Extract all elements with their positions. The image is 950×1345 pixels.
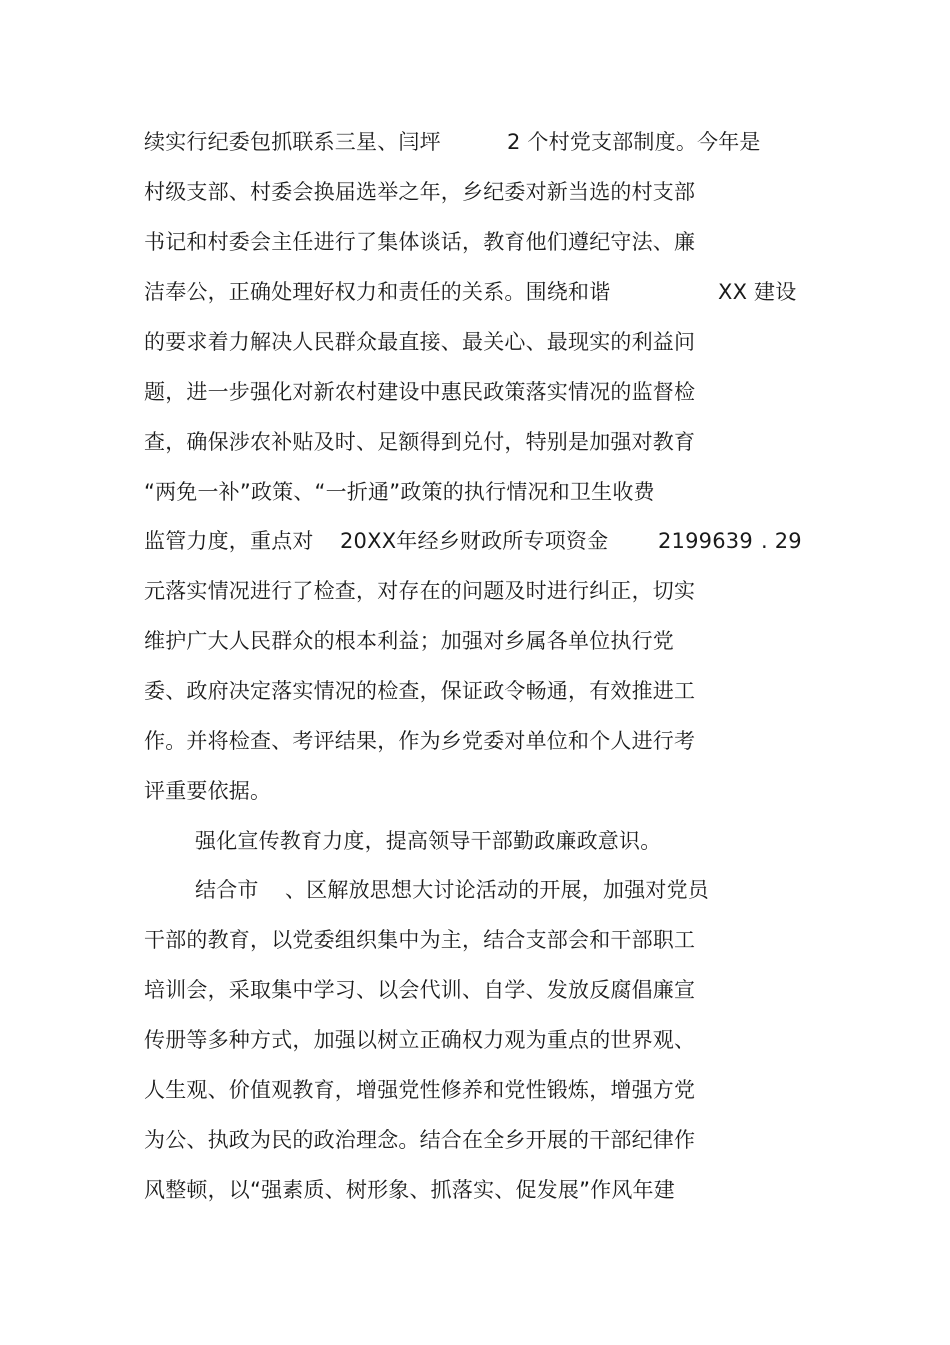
text-segment: 风整顿，以“强素质、树形象、抓落实、促发展”作风年建 <box>144 1178 675 1202</box>
text-segment: 作。并将检查、考评结果，作为乡党委对单位和个人进行考 <box>144 729 696 753</box>
text-segment: 的要求着力解决人民群众最直接、最关心、最现实的利益问 <box>144 330 696 354</box>
text-segment: “两免一补”政策、“一折通”政策的执行情况和卫生收费 <box>144 480 655 504</box>
text-segment: 村级支部、村委会换届选举之年，乡纪委对新当选的村支部 <box>144 180 696 204</box>
text-segment: 洁奉公，正确处理好权力和责任的关系。围绕和谐 <box>144 280 611 304</box>
text-segment: 为公、执政为民的政治理念。结合在全乡开展的干部纪律作 <box>144 1128 696 1152</box>
text-segment: 评重要依据。 <box>144 779 272 803</box>
text-segment: 题，进一步强化对新农村建设中惠民政策落实情况的监督检 <box>144 380 696 404</box>
text-segment: 结合市 <box>195 878 259 902</box>
text-segment: 强化宣传教育力度，提高领导干部勤政廉政意识。 <box>195 829 662 853</box>
text-segment: 人生观、价值观教育，增强党性修养和党性锻炼，增强方党 <box>144 1078 696 1102</box>
text-segment: 书记和村委会主任进行了集体谈话，教育他们遵纪守法、廉 <box>144 230 696 254</box>
text-segment: 、区解放思想大讨论活动的开展，加强对党员 <box>285 878 709 902</box>
text-segment: 维护广大人民群众的根本利益；加强对乡属各单位执行党 <box>144 629 674 653</box>
text-segment: 监管力度，重点对 <box>144 529 314 553</box>
text-segment: 20XX年经乡财政所专项资金 <box>340 529 609 553</box>
text-segment: 续实行纪委包抓联系三星、闫坪 <box>144 130 441 154</box>
text-segment: 培训会，采取集中学习、以会代训、自学、发放反腐倡廉宣 <box>144 978 696 1002</box>
text-segment: . 29 <box>761 529 802 553</box>
text-segment: 元落实情况进行了检查，对存在的问题及时进行纠正，切实 <box>144 579 696 603</box>
text-segment: 委、政府决定落实情况的检查，保证政令畅通，有效推进工 <box>144 679 696 703</box>
text-segment: 2199639 <box>658 529 753 553</box>
text-segment: XX 建设 <box>718 280 797 304</box>
text-segment: 2 个村党支部制度。今年是 <box>507 130 761 154</box>
text-segment: 干部的教育，以党委组织集中为主，结合支部会和干部职工 <box>144 928 696 952</box>
text-segment: 查，确保涉农补贴及时、足额得到兑付，特别是加强对教育 <box>144 430 696 454</box>
text-segment: 传册等多种方式，加强以树立正确权力观为重点的世界观、 <box>144 1028 696 1052</box>
